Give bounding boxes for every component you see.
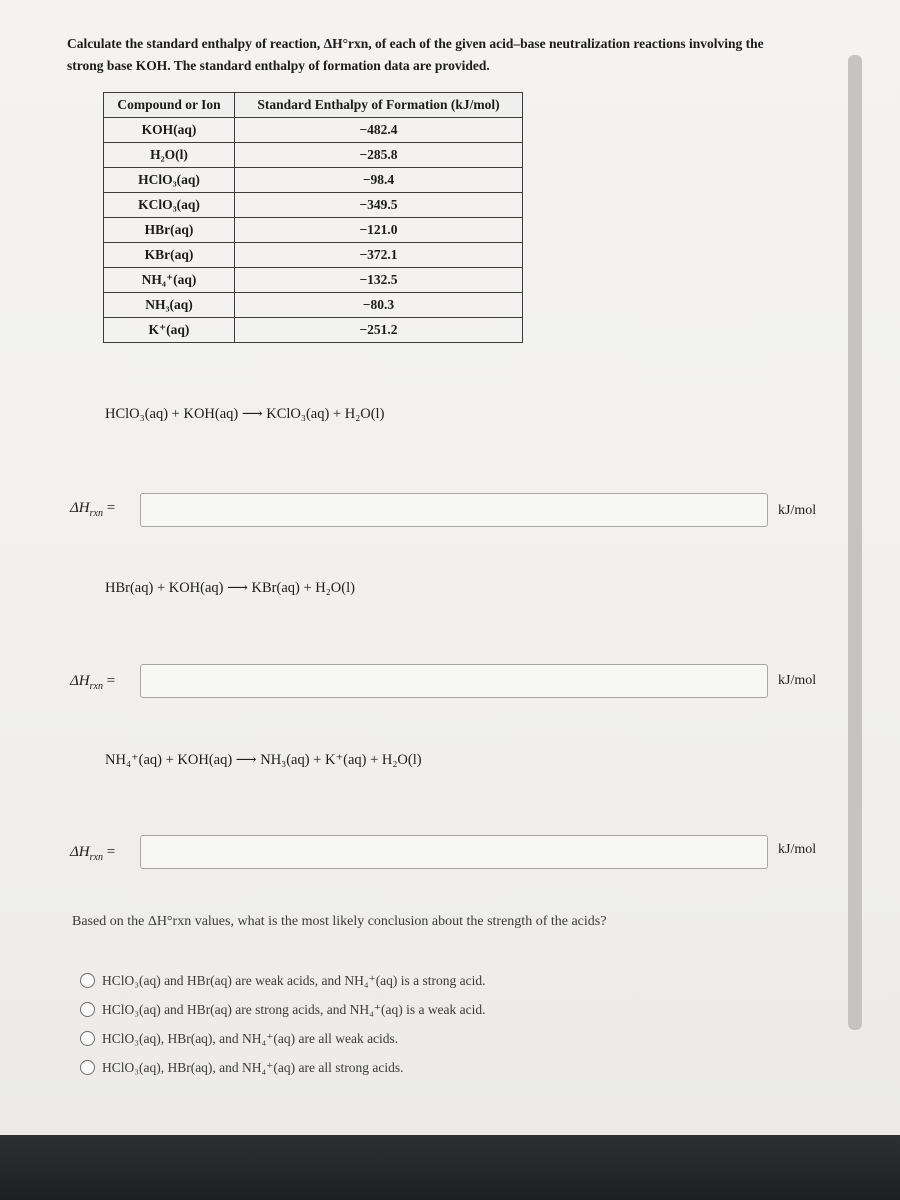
reaction-3-equation: NH₄⁺(aq) + KOH(aq) ⟶ NH₃(aq) + K⁺(aq) + H₂O(l) — [105, 752, 422, 768]
reaction-2-equation: HBr(aq) + KOH(aq) ⟶ KBr(aq) + H₂O(l) — [105, 580, 355, 596]
enthalpy-cell: −285.8 — [235, 143, 523, 168]
table-header-row — [104, 93, 523, 118]
option-3[interactable] — [80, 1024, 486, 1053]
compound-cell: HBr(aq) — [104, 218, 235, 243]
reaction-1-equation: HClO₃(aq) + KOH(aq) ⟶ KClO₃(aq) + H₂O(l) — [105, 406, 385, 422]
table-row — [104, 193, 523, 218]
problem-statement-line-2: strong base KOH. The standard enthalpy of formation data are provided. — [67, 58, 490, 73]
delta-h-subscript: rxn — [89, 508, 103, 519]
answer-options — [80, 966, 486, 1082]
equals-sign: = — [102, 844, 116, 860]
enthalpy-table — [103, 92, 523, 343]
reaction-2-dh-label — [70, 673, 115, 692]
enthalpy-cell: −251.2 — [235, 318, 523, 343]
delta-h-symbol: ΔH — [70, 844, 90, 860]
conclusion-question: Based on the ΔH°rxn values, what is the most likely conclusion about the strength of the acids? — [72, 914, 607, 929]
column-header-compound: Compound or Ion — [104, 93, 235, 118]
enthalpy-cell: −482.4 — [235, 118, 523, 143]
problem-statement — [67, 33, 837, 77]
reaction-2-answer-input[interactable] — [140, 664, 768, 698]
option-1[interactable] — [80, 966, 486, 995]
enthalpy-cell: −121.0 — [235, 218, 523, 243]
table-row — [104, 268, 523, 293]
radio-button-icon[interactable] — [80, 973, 95, 988]
table-row — [104, 243, 523, 268]
option-4-label: HClO₃(aq), HBr(aq), and NH₄⁺(aq) are all strong acids. — [102, 1059, 404, 1075]
compound-cell: KBr(aq) — [104, 243, 235, 268]
table-row — [104, 218, 523, 243]
delta-h-subscript: rxn — [89, 852, 103, 863]
reaction-1-unit: kJ/mol — [778, 503, 817, 518]
table-row — [104, 143, 523, 168]
equals-sign: = — [102, 673, 116, 689]
delta-h-subscript: rxn — [89, 681, 103, 692]
delta-h-symbol: ΔH — [70, 673, 90, 689]
option-2[interactable] — [80, 995, 486, 1024]
compound-cell: NH₃(aq) — [104, 293, 235, 318]
radio-button-icon[interactable] — [80, 1031, 95, 1046]
reaction-2-unit: kJ/mol — [778, 673, 817, 688]
radio-button-icon[interactable] — [80, 1060, 95, 1075]
screen-bezel — [0, 1135, 900, 1200]
vertical-scrollbar[interactable] — [848, 55, 862, 1030]
problem-statement-line-1: Calculate the standard enthalpy of reaction, ΔH°rxn, of each of the given acid–base neutralization reactions involving the — [67, 36, 764, 51]
reaction-3-dh-label — [70, 844, 115, 863]
option-1-label: HClO₃(aq) and HBr(aq) are weak acids, and NH₄⁺(aq) is a strong acid. — [102, 972, 486, 988]
compound-cell: NH₄⁺(aq) — [104, 268, 235, 293]
column-header-enthalpy: Standard Enthalpy of Formation (kJ/mol) — [235, 93, 523, 118]
radio-button-icon[interactable] — [80, 1002, 95, 1017]
table-row — [104, 293, 523, 318]
delta-h-symbol: ΔH — [70, 500, 90, 516]
enthalpy-cell: −132.5 — [235, 268, 523, 293]
compound-cell: HClO₃(aq) — [104, 168, 235, 193]
compound-cell: K⁺(aq) — [104, 318, 235, 343]
reaction-3-unit: kJ/mol — [778, 842, 817, 857]
enthalpy-cell: −349.5 — [235, 193, 523, 218]
enthalpy-cell: −98.4 — [235, 168, 523, 193]
enthalpy-cell: −372.1 — [235, 243, 523, 268]
option-2-label: HClO₃(aq) and HBr(aq) are strong acids, and NH₄⁺(aq) is a weak acid. — [102, 1001, 486, 1017]
table-row — [104, 168, 523, 193]
equals-sign: = — [102, 500, 116, 516]
enthalpy-cell: −80.3 — [235, 293, 523, 318]
reaction-3-answer-input[interactable] — [140, 835, 768, 869]
compound-cell: KClO₃(aq) — [104, 193, 235, 218]
compound-cell: H₂O(l) — [104, 143, 235, 168]
reaction-1-answer-input[interactable] — [140, 493, 768, 527]
table-row — [104, 118, 523, 143]
table-row — [104, 318, 523, 343]
option-3-label: HClO₃(aq), HBr(aq), and NH₄⁺(aq) are all weak acids. — [102, 1030, 399, 1046]
option-4[interactable] — [80, 1053, 486, 1082]
compound-cell: KOH(aq) — [104, 118, 235, 143]
reaction-1-dh-label — [70, 500, 115, 519]
